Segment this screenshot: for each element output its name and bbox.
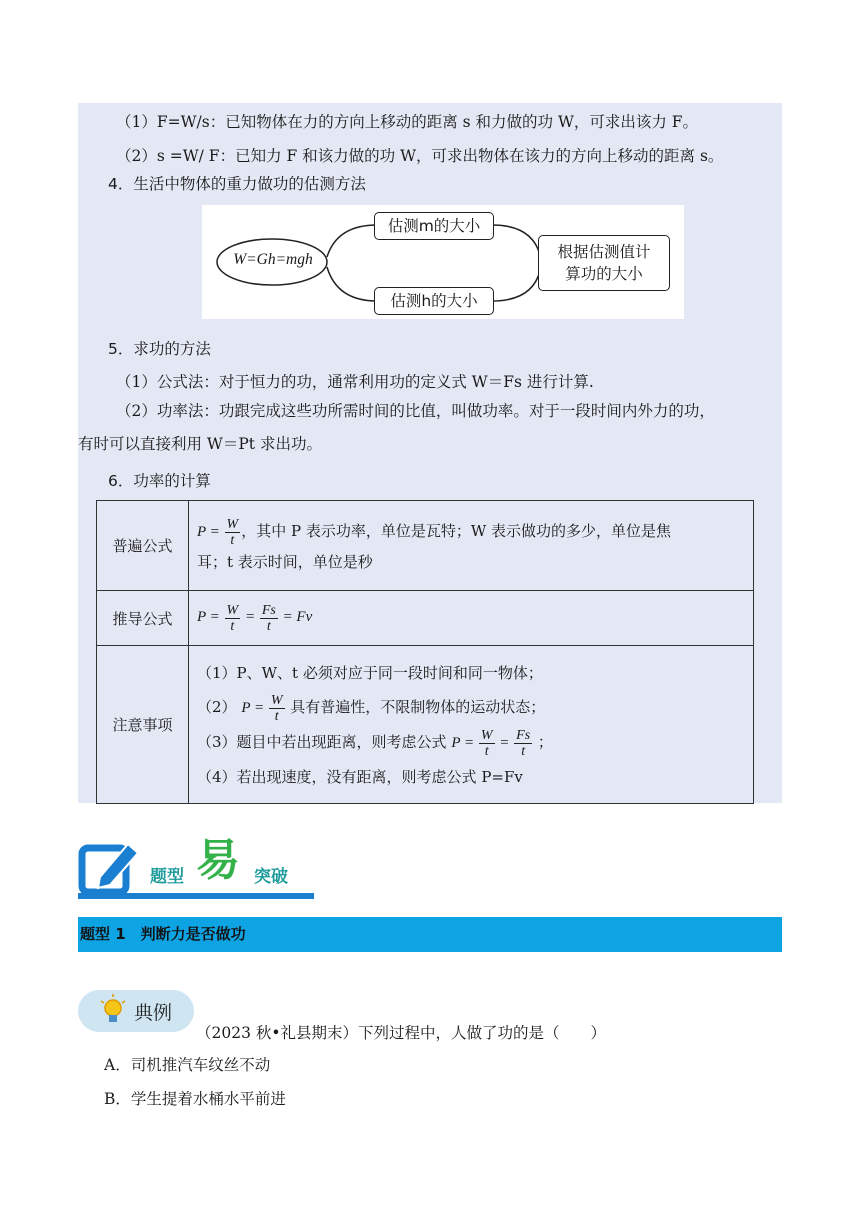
logo-text-1: 题型 <box>150 867 184 887</box>
diagram-result-box <box>538 235 670 291</box>
section5-item1: （1）公式法：对于恒力的功，通常利用功的定义式 W＝Fs 进行计算. <box>116 373 594 391</box>
work-estimation-diagram <box>202 205 684 319</box>
section5-item2a: （2）功率法：功跟完成这些功所需时间的比值，叫做功率。对于一段时间内外力的功， <box>116 402 715 420</box>
note-1: （1）P、W、t 必须对应于同一段时间和同一物体； <box>197 663 543 682</box>
note-4: （4）若出现速度，没有距离，则考虑公式 P=Fv <box>197 767 523 786</box>
section3-item1: （1）F=W/s：已知物体在力的方向上移动的距离 s 和力做的功 W，可求出该力 F。 <box>116 113 699 131</box>
general-desc-1: ，其中 P 表示功率，单位是瓦特；W 表示做功的多少，单位是焦 <box>241 521 672 540</box>
diagram-result-line2: 算功的大小 <box>565 265 643 283</box>
general-formula-cell <box>189 501 754 591</box>
note-3-prefix: （3）题目中若出现距离，则考虑公式 <box>197 732 447 751</box>
power-formula-table <box>96 500 754 804</box>
lightbulb-icon <box>98 993 128 1029</box>
formula-note3: P = $\frac{W}{t}$ = $\frac{Fs}{t}$ <box>451 727 531 759</box>
notes-cell <box>189 646 754 804</box>
logo-text-2: 易 <box>196 835 240 886</box>
section3-item2: （2）s =W/ F：已知力 F 和该力做的功 W，可求出物体在该力的方向上移动的距离 s。 <box>116 147 724 165</box>
section6-title: 6．功率的计算 <box>108 472 211 490</box>
section5-title: 5．求功的方法 <box>108 340 211 358</box>
section-logo <box>78 822 318 902</box>
row-label-notes: 注意事项 <box>97 646 189 804</box>
section5-item2b: 有时可以直接利用 W＝Pt 求出功。 <box>78 435 322 453</box>
formula-derived: P = $\frac{W}{t}$ = $\frac{Fs}{t}$ = Fv <box>197 602 313 634</box>
diagram-top-box: 估测m的大小 <box>374 212 494 240</box>
row-label-general: 普遍公式 <box>97 501 189 591</box>
note-2-prefix: （2） <box>197 697 237 716</box>
formula-general: P = $\frac{W}{t}$ <box>197 517 239 549</box>
table-row <box>97 501 754 591</box>
diagram-bottom-box: 估测h的大小 <box>374 287 494 315</box>
note-2-suffix: 具有普遍性，不限制物体的运动状态； <box>290 697 546 716</box>
note-3-suffix: ； <box>537 732 553 751</box>
logo-text-3: 突破 <box>254 867 288 887</box>
topic-title: 题型 1 判断力是否做功 <box>80 925 246 943</box>
general-desc-2: 耳；t 表示时间，单位是秒 <box>197 553 373 572</box>
derived-formula-cell <box>189 591 754 646</box>
table-row <box>97 646 754 804</box>
formula-note2: P = $\frac{W}{t}$ <box>241 692 283 724</box>
diagram-result-line1: 根据估测值计 <box>557 243 651 261</box>
option-b: B．学生提着水桶水平前进 <box>104 1090 286 1108</box>
example-question: （2023 秋•礼县期末）下列过程中，人做了功的是（ ） <box>196 1024 607 1042</box>
example-badge <box>78 990 194 1032</box>
diagram-formula: W=Gh=mgh <box>233 251 313 268</box>
example-badge-label: 典例 <box>134 1002 173 1024</box>
section4-title: 4．生活中物体的重力做功的估测方法 <box>108 175 366 193</box>
table-row <box>97 591 754 646</box>
option-a: A．司机推汽车纹丝不动 <box>104 1056 271 1074</box>
row-label-derived: 推导公式 <box>97 591 189 646</box>
